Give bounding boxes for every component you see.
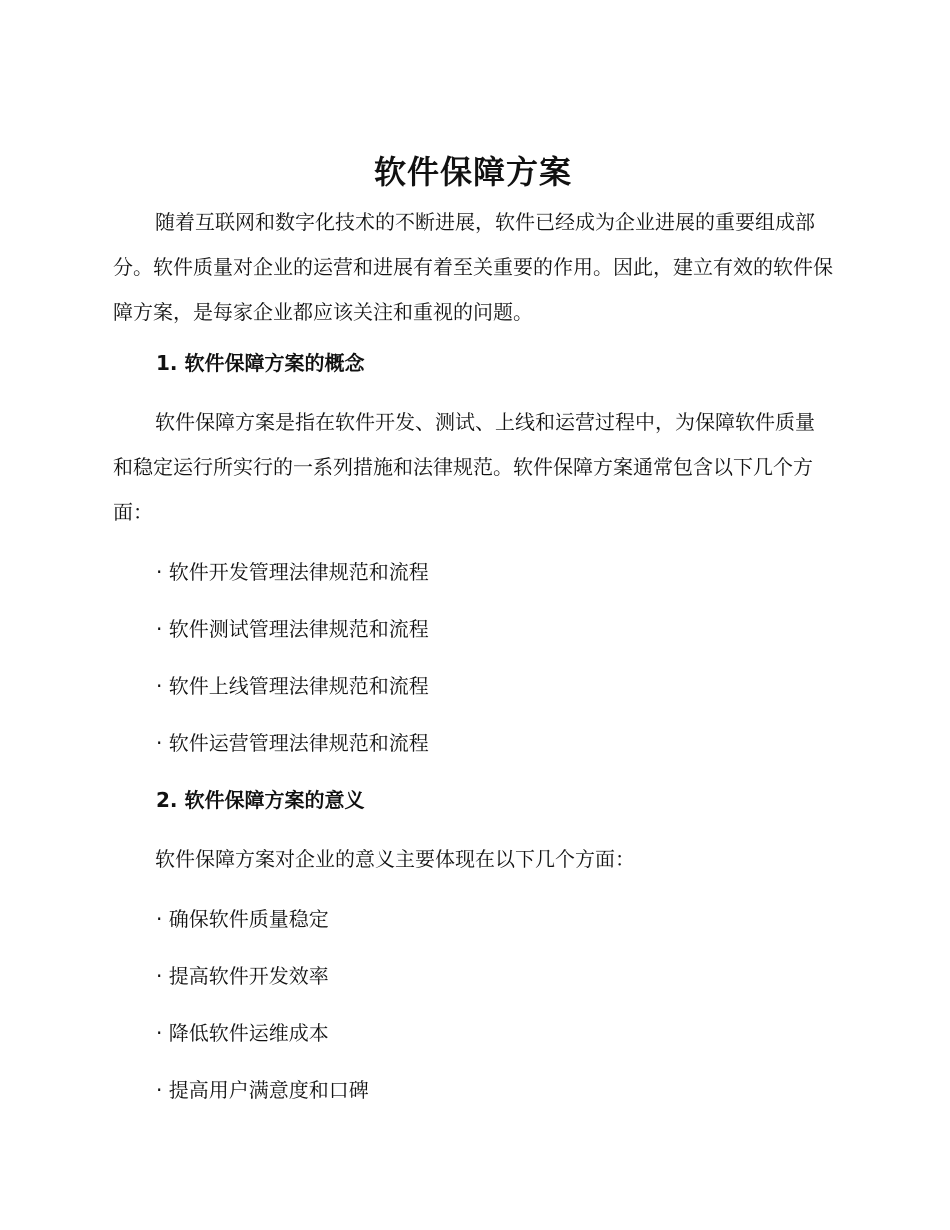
document-title: 软件保障方案 [373,153,572,191]
section-1-heading: 1. 软件保障方案的概念 [156,351,365,375]
bullet-item: · 确保软件质量稳定 [156,907,329,931]
bullet-item: · 软件运营管理法律规范和流程 [156,731,429,755]
bullet-item: · 提高用户满意度和口碑 [156,1078,369,1102]
section-1-paragraph: 软件保障方案是指在软件开发、测试、上线和运营过程中，为保障软件质量和稳定运行所实行的一系列措施和法律规范。软件保障方案通常包含以下几个方面： [113,410,815,524]
bullet-item: · 软件测试管理法律规范和流程 [156,617,429,641]
bullet-item: · 提高软件开发效率 [156,964,329,988]
section-2-paragraph: 软件保障方案对企业的意义主要体现在以下几个方面： [155,847,635,871]
bullet-item: · 降低软件运维成本 [156,1021,329,1045]
section-2-heading: 2. 软件保障方案的意义 [156,788,365,812]
intro-paragraph: 随着互联网和数字化技术的不断进展，软件已经成为企业进展的重要组成部分。软件质量对企业的运营和进展有着至关重要的作用。因此，建立有效的软件保障方案，是每家企业都应该关注和重视的问题。 [113,210,833,324]
bullet-item: · 软件上线管理法律规范和流程 [156,674,429,698]
bullet-item: · 软件开发管理法律规范和流程 [156,560,429,584]
document-page [113,152,833,1106]
